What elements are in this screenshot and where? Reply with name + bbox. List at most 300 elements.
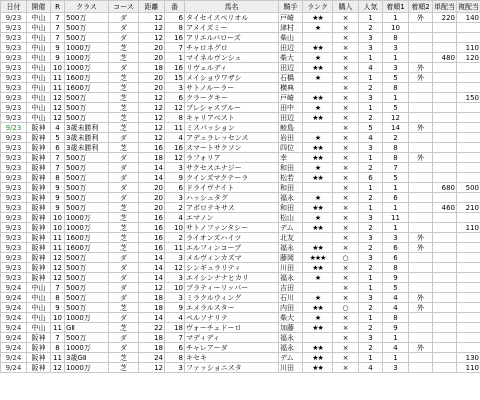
cell-date[interactable]: 9/23 (1, 43, 27, 53)
cell-horse-name[interactable]: キャリアベスト (185, 113, 279, 123)
cell-win-payout[interactable] (433, 83, 457, 93)
cell-venue[interactable]: 中山 (27, 13, 51, 23)
cell-jockey[interactable]: 岩田 (279, 133, 303, 143)
cell-finish-1[interactable]: 1 (383, 183, 409, 193)
cell-finish-2[interactable] (409, 113, 433, 123)
cell-venue[interactable]: 阪神 (27, 203, 51, 213)
cell-race[interactable]: 8 (51, 343, 65, 353)
cell-race[interactable]: 12 (51, 113, 65, 123)
cell-race[interactable]: 6 (51, 143, 65, 153)
cell-class[interactable]: 500万 (65, 13, 109, 23)
cell-win-payout[interactable] (433, 233, 457, 243)
cell-place-payout[interactable] (457, 313, 480, 323)
cell-place-payout[interactable] (457, 113, 480, 123)
cell-win-payout[interactable] (433, 63, 457, 73)
cell-finish-2[interactable] (409, 213, 433, 223)
cell-rank[interactable]: ★★ (303, 263, 333, 273)
cell-venue[interactable]: 中山 (27, 43, 51, 53)
cell-horse-name[interactable]: チャロネグロ (185, 43, 279, 53)
cell-date[interactable]: 9/24 (1, 333, 27, 343)
cell-class[interactable]: 500万 (65, 253, 109, 263)
cell-number[interactable]: 8 (165, 23, 185, 33)
table-row[interactable] (1, 183, 480, 193)
cell-finish-1[interactable]: 3 (383, 63, 409, 73)
cell-jockey[interactable]: 柴山 (279, 33, 303, 43)
cell-finish-1[interactable]: 4 (383, 343, 409, 353)
cell-popularity[interactable]: 2 (359, 243, 383, 253)
cell-venue[interactable]: 阪神 (27, 333, 51, 343)
cell-course[interactable]: 芝 (109, 243, 139, 253)
cell-finish-2[interactable] (409, 263, 433, 273)
cell-finish-2[interactable] (409, 143, 433, 153)
cell-number[interactable]: 6 (165, 343, 185, 353)
cell-jockey[interactable]: 柴大 (279, 313, 303, 323)
cell-finish-1[interactable]: 1 (383, 13, 409, 23)
cell-jockey[interactable]: 内田 (279, 303, 303, 313)
cell-place-payout[interactable] (457, 333, 480, 343)
cell-win-payout[interactable]: 480 (433, 53, 457, 63)
cell-purchase[interactable]: × (333, 123, 359, 133)
cell-finish-1[interactable]: 9 (383, 323, 409, 333)
cell-purchase[interactable]: × (333, 173, 359, 183)
cell-class[interactable]: 1000万 (65, 223, 109, 233)
cell-distance[interactable]: 16 (139, 223, 165, 233)
cell-finish-1[interactable]: 10 (383, 23, 409, 33)
cell-number[interactable]: 6 (165, 13, 185, 23)
cell-venue[interactable]: 阪神 (27, 363, 51, 373)
cell-class[interactable]: 500万 (65, 163, 109, 173)
cell-rank[interactable]: ★ (303, 193, 333, 203)
cell-number[interactable]: 8 (165, 113, 185, 123)
cell-class[interactable]: 1000万 (65, 313, 109, 323)
cell-jockey[interactable]: 四位 (279, 143, 303, 153)
cell-jockey[interactable]: 福永 (279, 193, 303, 203)
cell-popularity[interactable]: 2 (359, 83, 383, 93)
cell-finish-2[interactable] (409, 183, 433, 193)
cell-number[interactable]: 11 (165, 243, 185, 253)
cell-number[interactable]: 18 (165, 323, 185, 333)
cell-date[interactable]: 9/23 (1, 143, 27, 153)
cell-number[interactable]: 2 (165, 233, 185, 243)
cell-course[interactable]: ダ (109, 333, 139, 343)
table-row[interactable] (1, 93, 480, 103)
cell-jockey[interactable]: 石川 (279, 293, 303, 303)
cell-purchase[interactable]: × (333, 223, 359, 233)
cell-race[interactable]: 11 (51, 243, 65, 253)
cell-popularity[interactable]: 1 (359, 353, 383, 363)
cell-win-payout[interactable]: 680 (433, 183, 457, 193)
cell-purchase[interactable]: × (333, 313, 359, 323)
cell-rank[interactable]: ★★ (303, 173, 333, 183)
cell-race[interactable]: 10 (51, 223, 65, 233)
cell-distance[interactable]: 20 (139, 203, 165, 213)
cell-rank[interactable]: ★★ (303, 63, 333, 73)
cell-popularity[interactable]: 3 (359, 143, 383, 153)
cell-number[interactable]: 16 (165, 33, 185, 43)
cell-finish-1[interactable]: 1 (383, 53, 409, 63)
cell-venue[interactable]: 阪神 (27, 233, 51, 243)
cell-distance[interactable]: 16 (139, 243, 165, 253)
cell-date[interactable]: 9/24 (1, 303, 27, 313)
cell-course[interactable]: ダ (109, 263, 139, 273)
cell-finish-1[interactable]: 6 (383, 243, 409, 253)
cell-finish-2[interactable] (409, 313, 433, 323)
cell-date[interactable]: 9/23 (1, 243, 27, 253)
cell-finish-2[interactable] (409, 33, 433, 43)
cell-race[interactable]: 7 (51, 333, 65, 343)
cell-rank[interactable]: ★ (303, 313, 333, 323)
cell-win-payout[interactable] (433, 143, 457, 153)
cell-popularity[interactable]: 6 (359, 173, 383, 183)
cell-distance[interactable]: 12 (139, 13, 165, 23)
cell-win-payout[interactable] (433, 283, 457, 293)
cell-finish-2[interactable] (409, 323, 433, 333)
cell-win-payout[interactable] (433, 113, 457, 123)
cell-place-payout[interactable] (457, 253, 480, 263)
cell-distance[interactable]: 12 (139, 283, 165, 293)
cell-rank[interactable]: ★★ (303, 363, 333, 373)
cell-date[interactable]: 9/23 (1, 233, 27, 243)
cell-jockey[interactable]: 藤岡 (279, 253, 303, 263)
cell-rank[interactable] (303, 333, 333, 343)
cell-finish-2[interactable] (409, 193, 433, 203)
cell-horse-name[interactable]: エルフィンコーブ (185, 243, 279, 253)
cell-horse-name[interactable]: ミラクルウィング (185, 293, 279, 303)
cell-horse-name[interactable]: メルヴィンカズマ (185, 253, 279, 263)
cell-date[interactable]: 9/23 (1, 123, 27, 133)
table-row[interactable] (1, 13, 480, 23)
cell-class[interactable]: 1000万 (65, 343, 109, 353)
cell-course[interactable]: ダ (109, 313, 139, 323)
cell-popularity[interactable]: 1 (359, 73, 383, 83)
cell-jockey[interactable]: 北友 (279, 233, 303, 243)
cell-course[interactable]: 芝 (109, 353, 139, 363)
cell-jockey[interactable]: 川田 (279, 363, 303, 373)
cell-venue[interactable]: 中山 (27, 83, 51, 93)
cell-distance[interactable]: 14 (139, 313, 165, 323)
table-row[interactable] (1, 23, 480, 33)
cell-venue[interactable]: 中山 (27, 113, 51, 123)
cell-finish-1[interactable]: 7 (383, 163, 409, 173)
cell-purchase[interactable]: × (333, 243, 359, 253)
cell-popularity[interactable]: 3 (359, 93, 383, 103)
cell-race[interactable]: 7 (51, 23, 65, 33)
column-header-popularity[interactable]: 人気 (359, 1, 383, 13)
cell-horse-name[interactable]: アデュラレッセンス (185, 133, 279, 143)
cell-date[interactable]: 9/24 (1, 313, 27, 323)
cell-date[interactable]: 9/23 (1, 13, 27, 23)
cell-class[interactable]: 500万 (65, 303, 109, 313)
cell-finish-2[interactable] (409, 93, 433, 103)
cell-purchase[interactable]: × (333, 233, 359, 243)
cell-place-payout[interactable] (457, 63, 480, 73)
cell-venue[interactable]: 阪神 (27, 263, 51, 273)
cell-finish-1[interactable]: 11 (383, 213, 409, 223)
cell-finish-2[interactable]: 外 (409, 343, 433, 353)
cell-win-payout[interactable]: 460 (433, 203, 457, 213)
cell-popularity[interactable]: 3 (359, 233, 383, 243)
table-row[interactable] (1, 43, 480, 53)
cell-venue[interactable]: 阪神 (27, 153, 51, 163)
cell-class[interactable]: 1600万 (65, 233, 109, 243)
cell-rank[interactable]: ★ (303, 163, 333, 173)
cell-jockey[interactable]: デム (279, 353, 303, 363)
cell-venue[interactable]: 阪神 (27, 273, 51, 283)
cell-class[interactable]: GⅡ (65, 323, 109, 333)
cell-rank[interactable]: ★★ (303, 343, 333, 353)
cell-date[interactable]: 9/23 (1, 183, 27, 193)
table-row[interactable] (1, 113, 480, 123)
cell-date[interactable]: 9/24 (1, 353, 27, 363)
cell-popularity[interactable]: 2 (359, 193, 383, 203)
cell-place-payout[interactable]: 120 (457, 53, 480, 63)
cell-finish-2[interactable] (409, 43, 433, 53)
cell-rank[interactable]: ★★ (303, 13, 333, 23)
cell-finish-1[interactable]: 8 (383, 153, 409, 163)
cell-class[interactable]: 3歳未勝利 (65, 133, 109, 143)
cell-date[interactable]: 9/23 (1, 113, 27, 123)
cell-purchase[interactable]: × (333, 113, 359, 123)
cell-finish-1[interactable]: 5 (383, 103, 409, 113)
cell-class[interactable]: 1000万 (65, 53, 109, 63)
cell-finish-2[interactable]: 外 (409, 293, 433, 303)
table-row[interactable] (1, 83, 480, 93)
cell-number[interactable]: 1 (165, 53, 185, 63)
cell-win-payout[interactable] (433, 253, 457, 263)
cell-jockey[interactable]: 田辺 (279, 43, 303, 53)
cell-race[interactable]: 11 (51, 83, 65, 93)
cell-finish-2[interactable] (409, 283, 433, 293)
cell-finish-2[interactable]: 外 (409, 13, 433, 23)
cell-finish-1[interactable]: 3 (383, 43, 409, 53)
cell-horse-name[interactable]: クインズマクテーラ (185, 173, 279, 183)
cell-popularity[interactable]: 2 (359, 303, 383, 313)
column-header-rank[interactable]: ランク (303, 1, 333, 13)
cell-horse-name[interactable]: ライオンズハイツ (185, 233, 279, 243)
table-row[interactable] (1, 323, 480, 333)
cell-purchase[interactable]: × (333, 83, 359, 93)
cell-place-payout[interactable]: 110 (457, 363, 480, 373)
cell-venue[interactable]: 中山 (27, 103, 51, 113)
cell-venue[interactable]: 阪神 (27, 163, 51, 173)
cell-jockey[interactable]: 柴大 (279, 53, 303, 63)
cell-place-payout[interactable]: 110 (457, 43, 480, 53)
column-header-place-payout[interactable]: 複配当 (458, 2, 479, 11)
cell-rank[interactable] (303, 83, 333, 93)
cell-race[interactable]: 12 (51, 273, 65, 283)
cell-date[interactable]: 9/23 (1, 193, 27, 203)
cell-distance[interactable]: 20 (139, 193, 165, 203)
cell-jockey[interactable]: 松若 (279, 173, 303, 183)
cell-race[interactable]: 9 (51, 193, 65, 203)
cell-distance[interactable]: 12 (139, 103, 165, 113)
cell-distance[interactable]: 16 (139, 143, 165, 153)
table-row[interactable] (1, 73, 480, 83)
cell-place-payout[interactable] (457, 173, 480, 183)
cell-date[interactable]: 9/23 (1, 33, 27, 43)
cell-popularity[interactable]: 1 (359, 103, 383, 113)
cell-popularity[interactable]: 2 (359, 113, 383, 123)
cell-jockey[interactable]: 鮫島 (279, 123, 303, 133)
cell-number[interactable]: 12 (165, 153, 185, 163)
cell-race[interactable]: 11 (51, 73, 65, 83)
cell-win-payout[interactable] (433, 273, 457, 283)
cell-venue[interactable]: 中山 (27, 93, 51, 103)
cell-place-payout[interactable] (457, 273, 480, 283)
cell-popularity[interactable]: 2 (359, 163, 383, 173)
cell-win-payout[interactable] (433, 193, 457, 203)
cell-class[interactable]: 500万 (65, 333, 109, 343)
table-row[interactable] (1, 213, 480, 223)
table-row[interactable] (1, 293, 480, 303)
cell-class[interactable]: 500万 (65, 293, 109, 303)
cell-horse-name[interactable]: アポロテキサス (185, 203, 279, 213)
cell-horse-name[interactable]: マイネルヴンシュ (185, 53, 279, 63)
column-header-number[interactable]: 番 (165, 1, 185, 13)
cell-win-payout[interactable] (433, 343, 457, 353)
cell-rank[interactable]: ★★ (303, 113, 333, 123)
cell-distance[interactable]: 12 (139, 113, 165, 123)
cell-class[interactable]: 500万 (65, 283, 109, 293)
cell-purchase[interactable]: × (333, 143, 359, 153)
cell-jockey[interactable]: 和田 (279, 203, 303, 213)
cell-class[interactable]: 1000万 (65, 43, 109, 53)
cell-race[interactable]: 11 (51, 323, 65, 333)
cell-horse-name[interactable]: チャレアーダ (185, 343, 279, 353)
cell-distance[interactable]: 14 (139, 263, 165, 273)
cell-jockey[interactable]: 吉田 (279, 283, 303, 293)
cell-horse-name[interactable]: マディディ (185, 333, 279, 343)
cell-race[interactable]: 12 (51, 263, 65, 273)
cell-course[interactable]: ダ (109, 153, 139, 163)
cell-purchase[interactable]: × (333, 263, 359, 273)
cell-race[interactable]: 9 (51, 203, 65, 213)
cell-course[interactable]: ダ (109, 23, 139, 33)
cell-distance[interactable]: 18 (139, 153, 165, 163)
cell-distance[interactable]: 20 (139, 43, 165, 53)
cell-class[interactable]: 1000万 (65, 213, 109, 223)
table-row[interactable] (1, 153, 480, 163)
cell-distance[interactable]: 24 (139, 353, 165, 363)
cell-venue[interactable]: 中山 (27, 23, 51, 33)
cell-number[interactable]: 3 (165, 273, 185, 283)
cell-venue[interactable]: 阪神 (27, 213, 51, 223)
cell-finish-1[interactable]: 2 (383, 133, 409, 143)
cell-purchase[interactable]: × (333, 183, 359, 193)
cell-popularity[interactable]: 5 (359, 123, 383, 133)
cell-place-payout[interactable] (457, 103, 480, 113)
table-row[interactable] (1, 223, 480, 233)
cell-horse-name[interactable]: ハッシュタグ (185, 193, 279, 203)
cell-finish-1[interactable]: 8 (383, 33, 409, 43)
column-header-distance[interactable]: 距離 (139, 1, 165, 13)
cell-purchase[interactable]: × (333, 133, 359, 143)
cell-course[interactable]: 芝 (109, 213, 139, 223)
cell-date[interactable]: 9/23 (1, 133, 27, 143)
cell-horse-name[interactable]: エイシンナナヒカリ (185, 273, 279, 283)
cell-horse-name[interactable]: ペルソナリテ (185, 313, 279, 323)
cell-number[interactable]: 3 (165, 363, 185, 373)
cell-distance[interactable]: 18 (139, 333, 165, 343)
cell-class[interactable]: 500万 (65, 183, 109, 193)
cell-rank[interactable]: ★★ (303, 323, 333, 333)
cell-popularity[interactable]: 2 (359, 223, 383, 233)
cell-win-payout[interactable] (433, 133, 457, 143)
cell-popularity[interactable]: 2 (359, 23, 383, 33)
cell-rank[interactable] (303, 183, 333, 193)
cell-number[interactable]: 4 (165, 133, 185, 143)
cell-class[interactable]: 1000万 (65, 363, 109, 373)
cell-place-payout[interactable] (457, 293, 480, 303)
cell-course[interactable]: 芝 (109, 93, 139, 103)
cell-course[interactable]: ダ (109, 343, 139, 353)
cell-finish-2[interactable] (409, 363, 433, 373)
cell-win-payout[interactable] (433, 33, 457, 43)
cell-horse-name[interactable]: エマノン (185, 213, 279, 223)
cell-venue[interactable]: 阪神 (27, 343, 51, 353)
table-row[interactable] (1, 133, 480, 143)
cell-place-payout[interactable] (457, 193, 480, 203)
cell-jockey[interactable]: 加藤 (279, 323, 303, 333)
cell-win-payout[interactable] (433, 163, 457, 173)
table-row[interactable] (1, 53, 480, 63)
cell-finish-2[interactable]: 外 (409, 63, 433, 73)
cell-horse-name[interactable]: リヴェルディ (185, 63, 279, 73)
cell-race[interactable]: 7 (51, 163, 65, 173)
cell-finish-2[interactable] (409, 173, 433, 183)
cell-race[interactable]: 12 (51, 363, 65, 373)
cell-class[interactable]: 500万 (65, 263, 109, 273)
cell-place-payout[interactable] (457, 73, 480, 83)
cell-popularity[interactable]: 1 (359, 283, 383, 293)
cell-place-payout[interactable] (457, 83, 480, 93)
cell-purchase[interactable]: × (333, 273, 359, 283)
cell-date[interactable]: 9/23 (1, 223, 27, 233)
cell-win-payout[interactable] (433, 23, 457, 33)
cell-rank[interactable]: ★★★ (303, 253, 333, 263)
cell-popularity[interactable]: 1 (359, 53, 383, 63)
column-header-class[interactable]: クラス (65, 1, 109, 13)
cell-venue[interactable]: 阪神 (27, 143, 51, 153)
cell-distance[interactable]: 16 (139, 213, 165, 223)
cell-course[interactable]: 芝 (109, 323, 139, 333)
cell-jockey[interactable]: 石橋 (279, 73, 303, 83)
cell-purchase[interactable]: × (333, 333, 359, 343)
cell-horse-name[interactable]: スマートサクソン (185, 143, 279, 153)
cell-finish-1[interactable]: 8 (383, 83, 409, 93)
cell-horse-name[interactable]: ファッショニスタ (185, 363, 279, 373)
table-row[interactable] (1, 203, 480, 213)
cell-purchase[interactable]: ○ (333, 253, 359, 263)
cell-venue[interactable]: 阪神 (27, 223, 51, 233)
cell-place-payout[interactable] (457, 303, 480, 313)
cell-finish-2[interactable]: 外 (409, 123, 433, 133)
cell-rank[interactable]: ★★ (303, 143, 333, 153)
cell-class[interactable]: 500万 (65, 203, 109, 213)
cell-popularity[interactable]: 3 (359, 333, 383, 343)
cell-finish-2[interactable] (409, 333, 433, 343)
cell-date[interactable]: 9/23 (1, 253, 27, 263)
cell-jockey[interactable]: 川田 (279, 263, 303, 273)
cell-jockey[interactable]: 田中 (279, 103, 303, 113)
cell-place-payout[interactable] (457, 323, 480, 333)
column-header-finish-1[interactable]: 着順1 (383, 1, 409, 13)
cell-win-payout[interactable]: 220 (433, 13, 457, 23)
cell-horse-name[interactable]: アリエルバローズ (185, 33, 279, 43)
cell-date[interactable]: 9/23 (1, 103, 27, 113)
cell-place-payout[interactable]: 500 (457, 183, 480, 193)
table-row[interactable] (1, 63, 480, 73)
